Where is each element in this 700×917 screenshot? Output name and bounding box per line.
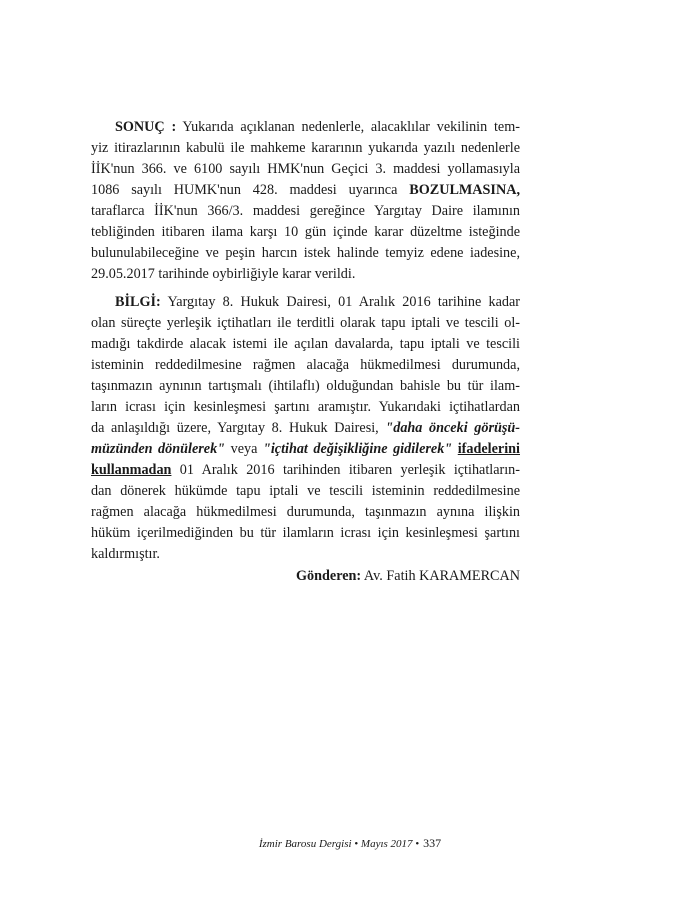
text-line: rağmen alacağa hükmedilmesi durumunda, taşınmazın aynına ilişkin	[91, 504, 520, 520]
text-line: BİLGİ: Yargıtay 8. Hukuk Dairesi, 01 Aralık 2016 tarihine kadar	[115, 294, 520, 310]
text-line: müzünden dönülerek" veya "içtihat değişikliğine gidilerek" ifadelerini	[91, 441, 520, 457]
bozulmasina-emphasis: BOZULMASINA,	[409, 182, 520, 198]
text-line: isteminin reddedilmesine rağmen alacağa hükmedilmesi durumunda,	[91, 357, 520, 373]
text-line: 1086 sayılı HUMK'nun 428. maddesi uyarınca BOZULMASINA,	[91, 182, 520, 198]
text-line: taşınmazın aynının tartışmalı (ihtilaflı) olduğundan bahisle bu tür ilam-	[91, 378, 520, 394]
bilgi-paragraph	[91, 292, 520, 565]
sonuc-paragraph	[91, 117, 520, 285]
page-footer	[0, 835, 700, 851]
quote-emphasis: müzünden dönülerek"	[91, 441, 226, 457]
text-line: olan süreçte yerleşik içtihatları ile terditli olarak tapu iptali ve tescili ol-	[91, 315, 520, 331]
text-line: madığı takdirde alacak istemi ile açılan davalarda, tapu iptali ve tescili	[91, 336, 520, 352]
text-line: İİK'nun 366. ve 6100 sayılı HMK'nun Geçici 3. maddesi yollamasıyla	[91, 161, 520, 177]
signature-label: Gönderen:	[295, 568, 362, 584]
text-line: da anlaşıldığı üzere, Yargıtay 8. Hukuk Dairesi, "daha önceki görüşü-	[91, 420, 520, 436]
text-line: bulunulabileceğine ve peşin harcın istek halinde temyiz edene iadesine,	[91, 245, 520, 261]
text-line: 29.05.2017 tarihinde oybirliğiyle karar verildi.	[91, 266, 356, 282]
journal-name: İzmir Barosu Dergisi • Mayıs 2017 •	[258, 838, 420, 850]
signature-name: Av. Fatih KARAMERCAN	[361, 568, 520, 584]
text-line: kullanmadan 01 Aralık 2016 tarihinden itibaren yerleşik içtihatların-	[91, 462, 520, 478]
text-line: kaldırmıştır.	[91, 546, 160, 562]
text-line: taraflarca İİK'nun 366/3. maddesi gereğince Yargıtay Daire ilamının	[91, 203, 520, 219]
quote-emphasis: "daha önceki görüşü-	[385, 420, 520, 436]
quote-emphasis: "içtihat değişikliğine gidilerek"	[262, 441, 453, 457]
bilgi-label: BİLGİ:	[115, 294, 161, 310]
text-line: tebliğinden itibaren ilama karşı 10 gün içinde karar düzeltme isteğinde	[91, 224, 520, 240]
underlined-emphasis: ifadelerini	[457, 441, 520, 457]
text-line: SONUÇ : Yukarıda açıklanan nedenlerle, alacaklılar vekilinin tem-	[115, 119, 520, 135]
text-line: ların icrası için kesinleşmesi şartını aramıştır. Yukarıdaki içtihatlardan	[91, 399, 520, 415]
underlined-emphasis: kullanmadan	[91, 462, 172, 478]
text-line: dan dönerek hükümde tapu iptali ve tescili isteminin reddedilmesine	[91, 483, 520, 499]
text-line: hüküm içerilmediğinden bu tür ilamların icrası için kesinleşmesi şartını	[91, 525, 520, 541]
signature	[296, 566, 520, 587]
sonuc-label: SONUÇ :	[115, 119, 177, 135]
text-line: yiz itirazlarının kabulü ile mahkeme kararının yukarıda yazılı nedenlerle	[91, 140, 520, 156]
page-number: 337	[423, 836, 442, 850]
